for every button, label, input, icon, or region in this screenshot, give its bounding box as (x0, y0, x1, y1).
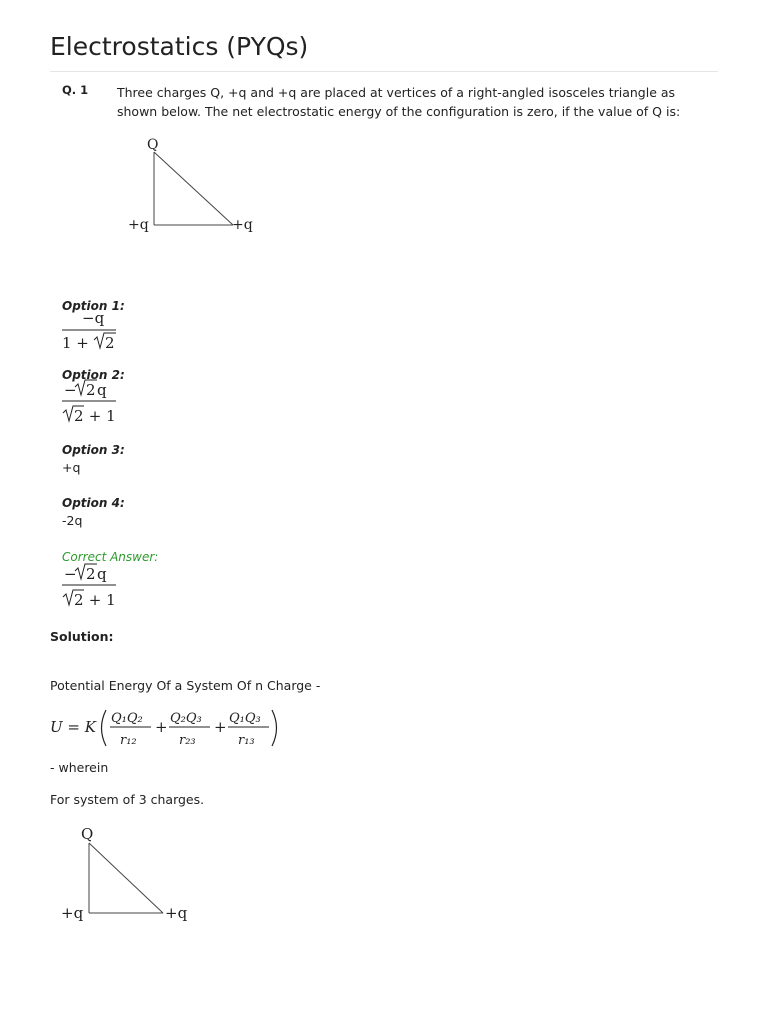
question-text: Three charges Q, +q and +q are placed at vertices of a right-angled isosceles triangle as shown below. The net electrostatic energy of the configuration is zero, if the value of Q is: (117, 85, 681, 119)
option-2-denominator-b: 2 (74, 407, 84, 425)
triangle-figure-2 (55, 822, 205, 932)
figure2-label-Q: Q (81, 825, 94, 843)
option-1-denominator-b: 2 (105, 334, 115, 352)
option-1-denominator-a: 1 + (62, 334, 94, 352)
term3-numerator: Q₁Q₃ (229, 711, 261, 726)
system-text: For system of 3 charges. (50, 792, 205, 807)
option-1-numerator: −q (82, 309, 105, 327)
option-2-numerator-b: 2 (86, 381, 96, 399)
term2-numerator: Q₂Q₃ (170, 711, 202, 726)
correct-numerator-a: − (64, 565, 77, 583)
term1-numerator: Q₁Q₂ (111, 711, 143, 726)
solution-label: Solution: (50, 629, 114, 644)
figure-label-left-q: +q (128, 217, 149, 233)
term2-denominator: r₂₃ (179, 733, 196, 748)
correct-denominator-b: 2 (74, 591, 84, 609)
option-1-fraction (60, 308, 130, 354)
question-number: Q. 1 (62, 83, 89, 97)
triangle-figure (120, 132, 270, 242)
option-2-fraction (60, 378, 130, 426)
figure-label-right-q: +q (232, 217, 253, 233)
option-2-label: Option 2: (62, 368, 125, 382)
option-2-numerator-c: q (97, 381, 107, 399)
wherein-text: - wherein (50, 760, 109, 775)
correct-answer-label: Correct Answer: (62, 550, 159, 564)
correct-answer-fraction (60, 562, 130, 610)
title-divider (50, 71, 718, 72)
option-4-text: -2q (62, 513, 83, 528)
correct-numerator-c: q (97, 565, 107, 583)
option-4-label: Option 4: (62, 496, 125, 510)
option-2-denominator-c: + 1 (84, 407, 116, 425)
formula-lhs: U = K (50, 718, 96, 736)
plus-sign-2: + (214, 718, 227, 736)
solution-heading: Potential Energy Of a System Of n Charge - (50, 678, 321, 693)
option-2-numerator-a: − (64, 381, 77, 399)
correct-numerator-b: 2 (86, 565, 96, 583)
potential-energy-formula (48, 702, 288, 752)
left-paren (102, 710, 107, 746)
option-3-text: +q (62, 460, 81, 475)
page-title: Electrostatics (PYQs) (50, 32, 309, 61)
option-1-label: Option 1: (62, 299, 125, 313)
correct-denominator-c: + 1 (84, 591, 116, 609)
plus-sign-1: + (155, 718, 168, 736)
figure-label-Q: Q (147, 137, 159, 153)
term1-denominator: r₁₂ (120, 733, 137, 748)
right-paren (272, 710, 277, 746)
term3-denominator: r₁₃ (238, 733, 255, 748)
figure2-label-left-q: +q (61, 904, 84, 922)
option-3-label: Option 3: (62, 443, 125, 457)
figure2-label-right-q: +q (165, 904, 188, 922)
